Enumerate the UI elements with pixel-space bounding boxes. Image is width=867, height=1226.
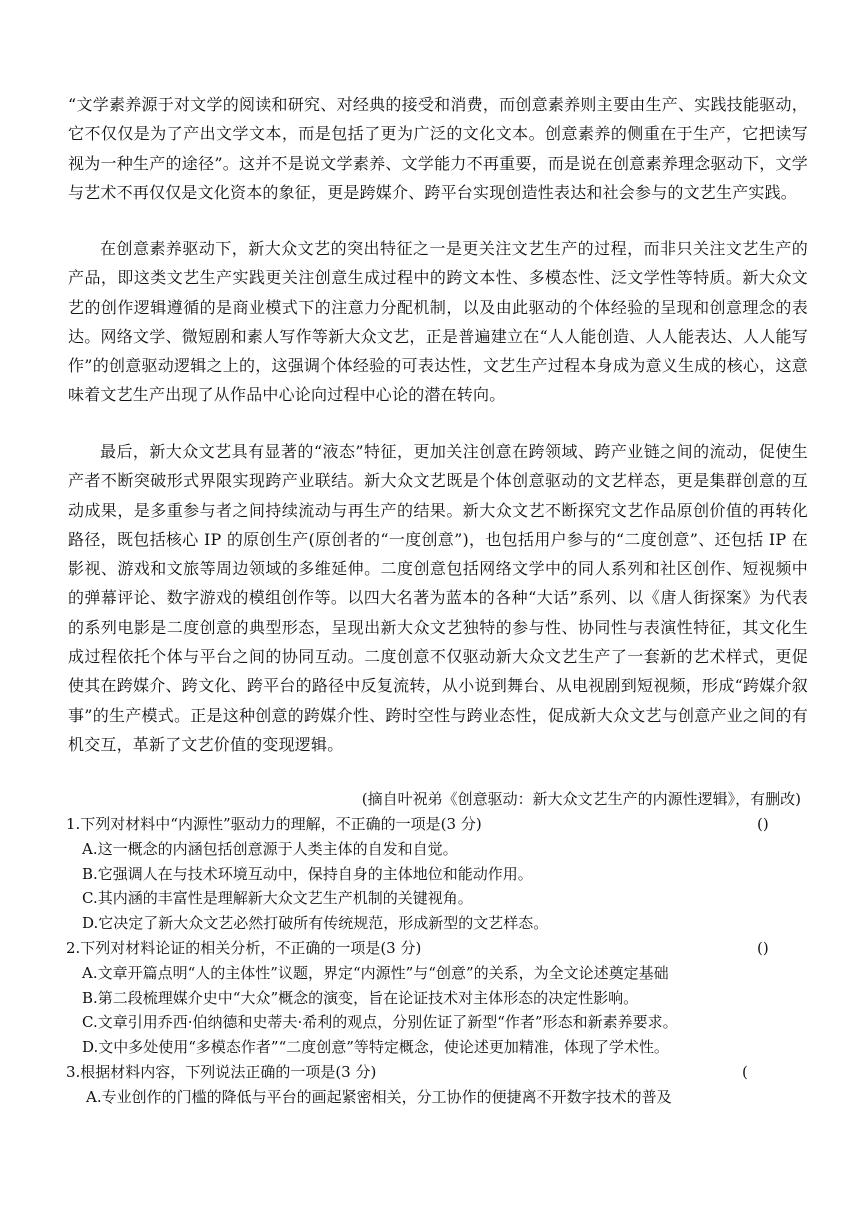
question-2-answer-blank: () <box>757 939 769 957</box>
question-2-option-d: D.文中多处使用“多模态作者”“二度创意”等特定概念，使论述更加精准，体现了学术性。 <box>82 1038 669 1056</box>
question-3-stem: 3.根据材料内容，下列说法正确的一项是(3 分) <box>66 1063 377 1081</box>
source-citation: (摘自叶祝弟《创意驱动：新大众文艺生产的内源性逻辑》，有删改) <box>361 790 801 808</box>
passage-paragraph-3: 最后，新大众文艺具有显著的“液态”特征，更加关注创意在跨领域、跨产业链之间的流动，促使生产者不断突破形式界限实现跨产业联结。新大众文艺既是个体创意驱动的文艺样态，更是集群创意的互动成果，是多重参与者之间持续流动与再生产的结果。新大众文艺不断探究文艺作品原创价值的再转化路径，既包括核心 IP 的原创生产(原创者的“一度创意”)，也包括用户参与的“二度创意”、还包括 IP 在影视、游戏和文旅等周边领域的多维延伸。二度创意包括网络文学中的同人系列和社区创作、短视频中的弹幕评论、数字游戏的模组创作等。以四大名著为蓝本的各种“大话”系列、以《唐人街探案》为代表的系列电影是二度创意的典型形态，呈现出新大众文艺独特的参与性、协同性与表演性特征，其文化生成过程依托个体与平台之间的协同互动。二度创意不仅驱动新大众文艺生产了一套新的艺术样式，更促使其在跨媒介、跨文化、跨平台的路径中反复流转，从小说到舞台、从电视剧到短视频，形成“跨媒介叙事”的生产模式。正是这种创意的跨媒介性、跨时空性与跨业态性，促成新大众文艺与创意产业之间的有机交互，革新了文艺价值的变现逻辑。 <box>68 442 808 754</box>
question-2-option-b: B.第二段梳理媒介史中“大众”概念的演变，旨在论证技术对主体形态的决定性影响。 <box>82 989 639 1007</box>
question-2-stem: 2.下列对材料论证的相关分析，不正确的一项是(3 分) <box>66 939 422 957</box>
question-3-answer-blank: ( <box>742 1063 748 1081</box>
question-1-answer-blank: () <box>757 815 769 833</box>
question-1-option-c: C.其内涵的丰富性是理解新大众文艺生产机制的关键视角。 <box>82 889 473 907</box>
question-2-option-c: C.文章引用乔西·伯纳德和史蒂夫·希利的观点，分别佐证了新型“作者”形态和新素养要求。 <box>82 1013 678 1031</box>
passage-paragraph-2: 在创意素养驱动下，新大众文艺的突出特征之一是更关注文艺生产的过程，而非只关注文艺生产的产品，即这类文艺生产实践更关注创意生成过程中的跨文本性、多模态性、泛文学性等特质。新大众文艺的创作逻辑遵循的是商业模式下的注意力分配机制，以及由此驱动的个体经验的呈现和创意理念的表达。网络文学、微短剧和素人写作等新大众文艺，正是普遍建立在“人人能创造、人人能表达、人人能写作”的创意驱动逻辑之上的，这强调个体经验的可表达性，文艺生产过程本身成为意义生成的核心，这意味着文艺生产出现了从作品中心论向过程中心论的潜在转向。 <box>68 239 808 405</box>
passage-paragraph-1: “文学素养源于对文学的阅读和研究、对经典的接受和消费，而创意素养则主要由生产、实践技能驱动，它不仅仅是为了产出文学文本，而是包括了更为广泛的文化文本。创意素养的侧重在于生产，它把读写视为一种生产的途径”。这并不是说文学素养、文学能力不再重要，而是说在创意素养理念驱动下，文学与艺术不再仅仅是文化资本的象征，更是跨媒介、跨平台实现创造性表达和社会参与的文艺生产实践。 <box>68 95 808 202</box>
question-2-option-a: A.文章开篇点明“人的主体性”议题，界定“内源性”与“创意”的关系，为全文论述奠定基础 <box>82 964 669 982</box>
question-1-stem: 1.下列对材料中“内源性”驱动力的理解，不正确的一项是(3 分) <box>66 815 482 833</box>
question-1-option-b: B.它强调人在与技术环境互动中，保持自身的主体地位和能动作用。 <box>82 865 533 883</box>
question-1-option-a: A.这一概念的内涵包括创意源于人类主体的自发和自觉。 <box>82 840 458 858</box>
question-1-option-d: D.它决定了新大众文艺必然打破所有传统规范，形成新型的文艺样态。 <box>82 914 549 932</box>
question-3-option-a: A.专业创作的门槛的降低与平台的画起紧密相关，分工协作的便捷离不开数字技术的普及 <box>86 1088 672 1106</box>
